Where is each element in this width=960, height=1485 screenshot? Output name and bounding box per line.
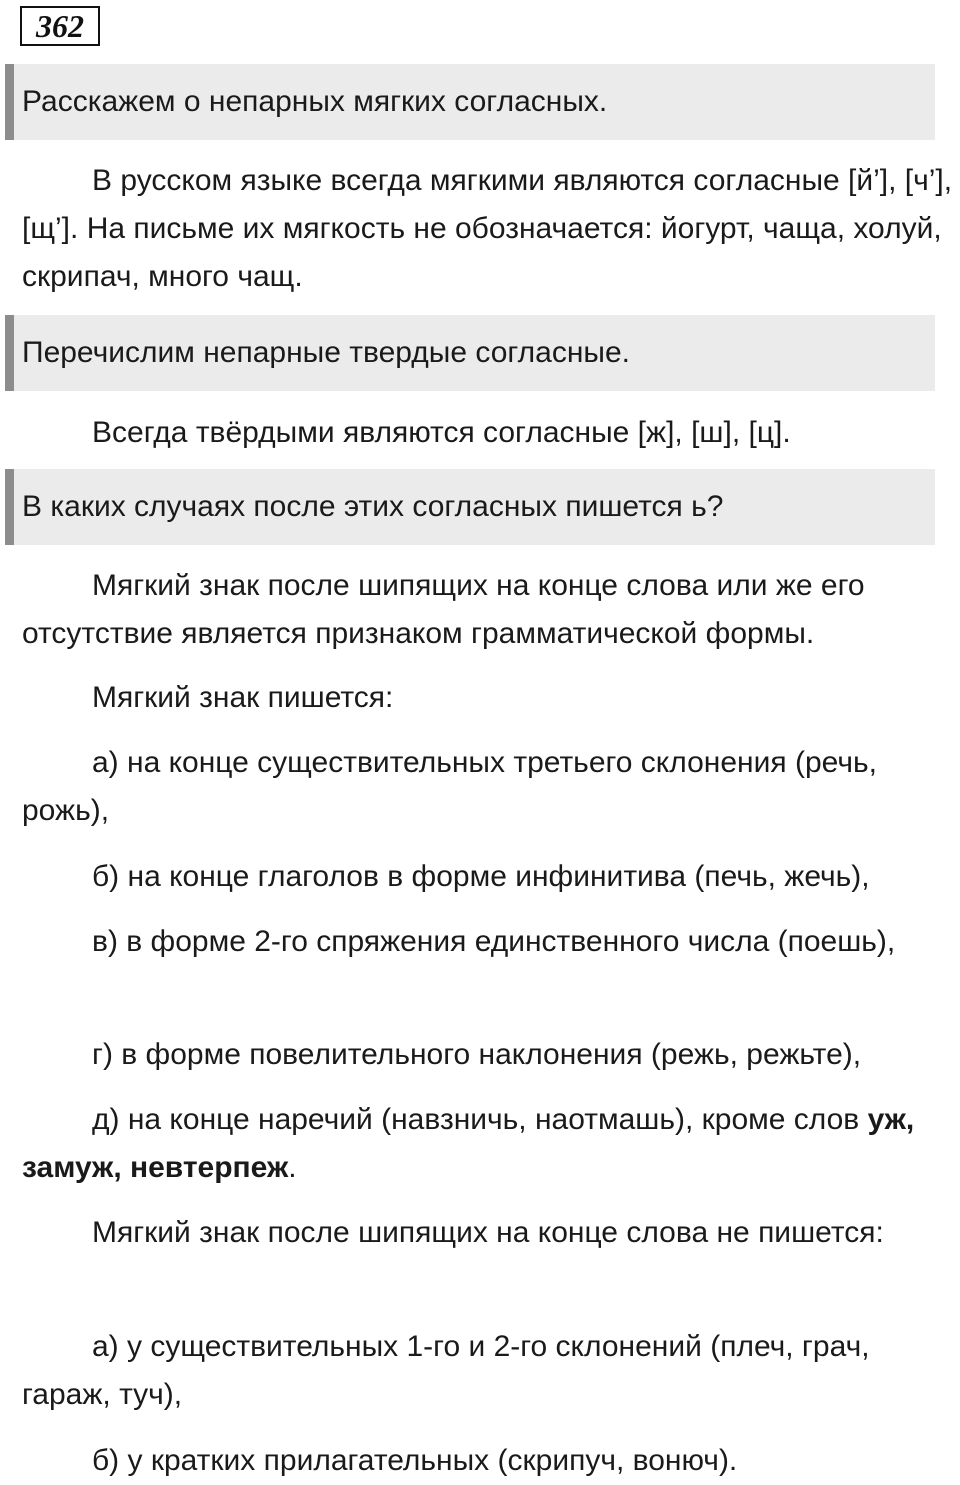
written-item-v: в) в форме 2-го спряжения единственного числа (поешь), [92, 925, 896, 958]
question-3: В каких случаях после этих согласных пишется ь? [5, 469, 935, 545]
written-item-b: б) на конце глаголов в форме инфинитива (печь, жечь), [92, 860, 870, 893]
written-heading: Мягкий знак пишется: [92, 681, 394, 714]
not-written-item-a: а) у существительных 1-го и 2-го склонений (плеч, грач, гараж, туч), [22, 1330, 870, 1411]
question-2: Перечислим непарные твердые согласные. [5, 315, 935, 391]
answer-3: Мягкий знак после шипящих на конце слова или же его отсутствие является признаком грамматической формы. [22, 569, 865, 650]
written-item-a: а) на конце существительных третьего склонения (речь, рожь), [22, 746, 877, 827]
written-item-d [22, 1096, 954, 1192]
not-written-heading: Мягкий знак после шипящих на конце слова не пишется: [92, 1216, 884, 1249]
not-written-item-b: б) у кратких прилагательных (скрипуч, вонюч). [92, 1444, 738, 1477]
task-number: 362 [20, 6, 100, 46]
written-item-g: г) в форме повелительного наклонения (режь, режьте), [92, 1038, 862, 1071]
exception-words: уж, замуж, невтерпеж [22, 1103, 915, 1184]
written-item-d-text: д) на конце наречий (навзничь, наотмашь), кроме слов [92, 1103, 868, 1136]
written-item-d-end: . [288, 1151, 297, 1184]
answer-2: Всегда твёрдыми являются согласные [ж], [ш], [ц]. [92, 416, 791, 449]
question-1: Расскажем о непарных мягких согласных. [5, 64, 935, 140]
answer-1: В русском языке всегда мягкими являются согласные [й’], [ч’], [щ’]. На письме их мягкость не обозначается: йогурт, чаща, холуй, скрипач, много чащ. [22, 164, 953, 293]
